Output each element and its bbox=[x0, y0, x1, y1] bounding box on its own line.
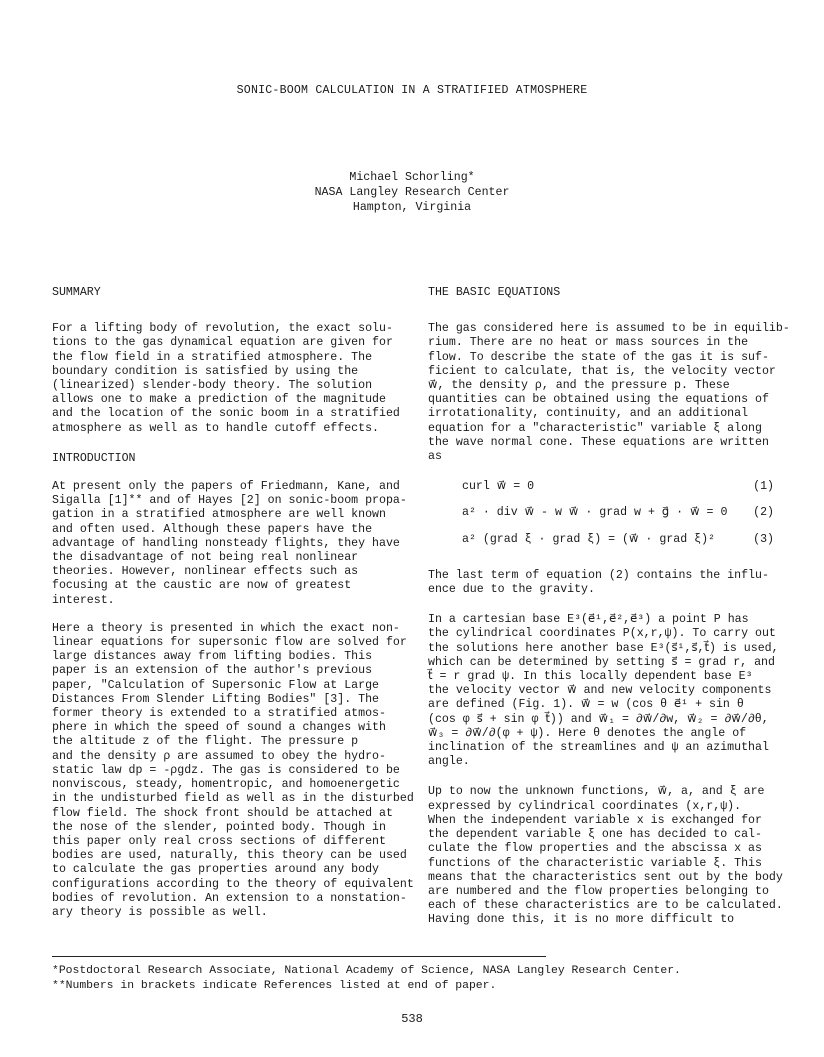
text-line: the disadvantage of not being real nonlinear bbox=[52, 551, 359, 565]
text-line: means that the characteristics sent out by the body bbox=[428, 870, 783, 884]
text-line: the solutions here another base E³(s⃗¹,s⃗,t⃗) is used, bbox=[428, 641, 779, 655]
author-block bbox=[0, 170, 824, 215]
text-line: In a cartesian base E³(e⃗¹,e⃗²,e⃗³) a point P has bbox=[428, 613, 749, 627]
text-line: this paper only real cross sections of different bbox=[52, 834, 386, 848]
coordinates-paragraph bbox=[428, 613, 779, 769]
equation-expression: a² · div w⃗ - w w⃗ · grad w + g⃗ · w⃗ = 0 bbox=[462, 506, 728, 520]
text-line: as bbox=[428, 450, 442, 464]
text-line: the nose of the slender, pointed body. Though in bbox=[52, 820, 386, 834]
text-line: w⃗₃ = ∂w⃗/∂(φ + ψ). Here θ denotes the angle of bbox=[428, 726, 747, 740]
author-location: Hampton, Virginia bbox=[352, 201, 472, 214]
text-line: At present only the papers of Friedmann, Kane, and bbox=[52, 480, 400, 494]
text-line: to calculate the gas properties around any body bbox=[52, 863, 379, 877]
text-line: ence due to the gravity. bbox=[428, 583, 595, 597]
text-line: are defined (Fig. 1). w⃗ = w (cos θ e⃗¹ + sin θ bbox=[428, 698, 744, 712]
text-line: inclination of the streamlines and ψ an azimuthal bbox=[428, 741, 769, 755]
footnote-affiliation: *Postdoctoral Research Associate, National Academy of Science, NASA Langley Research Center. bbox=[52, 965, 681, 977]
text-line: nonviscous, steady, homentropic, and homoenergetic bbox=[52, 778, 400, 792]
text-line: boundary condition is satisfied by using the bbox=[52, 364, 359, 378]
equation-1 bbox=[428, 480, 776, 494]
text-line: The last term of equation (2) contains the influ- bbox=[428, 568, 769, 582]
text-line: and often used. Although these papers have the bbox=[52, 522, 373, 536]
introduction-paragraph-1 bbox=[52, 480, 407, 608]
text-line: which can be determined by setting s⃗ = grad r, and bbox=[428, 655, 775, 669]
text-line: When the independent variable x is exchanged for bbox=[428, 813, 762, 827]
text-line: rium. There are no heat or mass sources in the bbox=[428, 336, 749, 350]
text-line: paper, "Calculation of Supersonic Flow at Large bbox=[52, 678, 379, 692]
text-line: (linearized) slender-body theory. The solution bbox=[52, 379, 373, 393]
text-line: large distances away from lifting bodies. This bbox=[52, 650, 373, 664]
right-column bbox=[428, 286, 790, 928]
summary-paragraph bbox=[52, 322, 402, 436]
footnote-references: **Numbers in brackets indicate References listed at end of paper. bbox=[52, 980, 497, 992]
text-line: angle. bbox=[428, 755, 470, 769]
equation-expression: a² (grad ξ · grad ξ) = (w⃗ · grad ξ)² bbox=[462, 532, 715, 546]
text-line: Having done this, it is no more difficult to bbox=[428, 913, 735, 927]
text-line: quantities can be obtained using the equations of bbox=[428, 393, 769, 407]
text-line: functions of the characteristic variable ξ. This bbox=[428, 856, 762, 870]
introduction-paragraph-2 bbox=[52, 621, 414, 920]
text-line: paper is an extension of the author's previous bbox=[52, 664, 373, 678]
text-line: flow. To describe the state of the gas it is suf- bbox=[428, 350, 769, 364]
paper-title: SONIC-BOOM CALCULATION IN A STRATIFIED ATMOSPHERE bbox=[236, 84, 588, 97]
text-line: gation in a stratified atmosphere are well known bbox=[52, 508, 386, 522]
equation-number: (2) bbox=[753, 506, 774, 520]
equations-intro-paragraph bbox=[428, 322, 790, 464]
footnote-divider bbox=[52, 956, 546, 957]
text-line: in the undisturbed field as well as in the disturbed bbox=[52, 792, 414, 806]
footnotes bbox=[52, 964, 772, 994]
text-line: phere in which the speed of sound a changes with bbox=[52, 721, 386, 735]
text-line: bodies are used, naturally, this theory can be used bbox=[52, 849, 407, 863]
text-line: The gas considered here is assumed to be in equilib- bbox=[428, 322, 790, 336]
text-line: atmosphere as well as to handle cutoff effects. bbox=[52, 421, 379, 435]
text-line: the flow field in a stratified atmosphere. The bbox=[52, 350, 373, 364]
characteristics-paragraph bbox=[428, 785, 783, 927]
author-name: Michael Schorling* bbox=[349, 171, 475, 184]
text-line: and the density ρ are assumed to obey the hydro- bbox=[52, 749, 386, 763]
text-line: (cos φ s⃗ + sin φ t⃗)) and w⃗₁ = ∂w⃗/∂w, w⃗₂ = ∂w⃗/∂θ, bbox=[428, 712, 769, 726]
text-line: and the location of the sonic boom in a stratified bbox=[52, 407, 400, 421]
text-line: the velocity vector w⃗ and new velocity components bbox=[428, 684, 772, 698]
text-line: t⃗ = r grad ψ. In this locally dependent base E³ bbox=[428, 670, 753, 684]
text-line: linear equations for supersonic flow are solved for bbox=[52, 636, 407, 650]
equation-3 bbox=[428, 533, 776, 547]
basic-equations-heading: THE BASIC EQUATIONS bbox=[428, 286, 561, 299]
text-line: irrotationality, continuity, and an additional bbox=[428, 407, 749, 421]
text-line: ary theory is possible as well. bbox=[52, 905, 268, 919]
text-line: the cylindrical coordinates P(x,r,ψ). To carry out bbox=[428, 627, 776, 641]
text-line: the dependent variable ξ one has decided to cal- bbox=[428, 828, 762, 842]
page-number: 538 bbox=[401, 1012, 423, 1026]
text-line: tions to the gas dynamical equation are given for bbox=[52, 336, 393, 350]
text-line: advantage of handling nonsteady flights, they have bbox=[52, 536, 400, 550]
text-line: are numbered and the flow properties belonging to bbox=[428, 884, 769, 898]
text-line: equation for a "characteristic" variable ξ along bbox=[428, 421, 762, 435]
text-line: expressed by cylindrical coordinates (x,r,ψ). bbox=[428, 799, 742, 813]
text-line: culate the flow properties and the abscissa x as bbox=[428, 842, 762, 856]
text-line: each of these characteristics are to be calculated. bbox=[428, 899, 783, 913]
text-line: Here a theory is presented in which the exact non- bbox=[52, 621, 400, 635]
text-line: static law dp = -ρgdz. The gas is considered to be bbox=[52, 763, 400, 777]
text-line: focusing at the caustic are now of greatest bbox=[52, 579, 352, 593]
equation-number: (1) bbox=[753, 480, 774, 494]
introduction-heading: INTRODUCTION bbox=[52, 451, 136, 465]
equation-expression: curl w⃗ = 0 bbox=[462, 480, 535, 494]
equation-number: (3) bbox=[753, 532, 774, 546]
text-line: ficient to calculate, that is, the velocity vector bbox=[428, 364, 776, 378]
text-line: bodies of revolution. An extension to a nonstation- bbox=[52, 891, 407, 905]
text-line: Up to now the unknown functions, w⃗, a, and ξ are bbox=[428, 785, 765, 799]
author-affiliation: NASA Langley Research Center bbox=[314, 186, 510, 199]
text-line: For a lifting body of revolution, the exact solu- bbox=[52, 322, 393, 336]
text-line: Sigalla [1]** and of Hayes [2] on sonic-boom propa- bbox=[52, 494, 407, 508]
text-line: the altitude z of the flight. The pressure p bbox=[52, 735, 359, 749]
gravity-paragraph bbox=[428, 569, 776, 597]
text-line: the wave normal cone. These equations are written bbox=[428, 435, 769, 449]
left-column bbox=[52, 286, 414, 920]
text-line: interest. bbox=[52, 593, 115, 607]
text-line: allows one to make a prediction of the magnitude bbox=[52, 393, 386, 407]
summary-heading: SUMMARY bbox=[52, 286, 101, 299]
text-line: theories. However, nonlinear effects such as bbox=[52, 565, 359, 579]
text-line: configurations according to the theory of equivalent bbox=[52, 877, 414, 891]
text-line: Distances From Slender Lifting Bodies" [3]. The bbox=[52, 692, 379, 706]
text-line: flow field. The shock front should be attached at bbox=[52, 806, 393, 820]
text-line: w⃗, the density ρ, and the pressure p. These bbox=[428, 379, 730, 393]
text-line: former theory is extended to a stratified atmos- bbox=[52, 707, 386, 721]
equation-2 bbox=[428, 506, 776, 520]
